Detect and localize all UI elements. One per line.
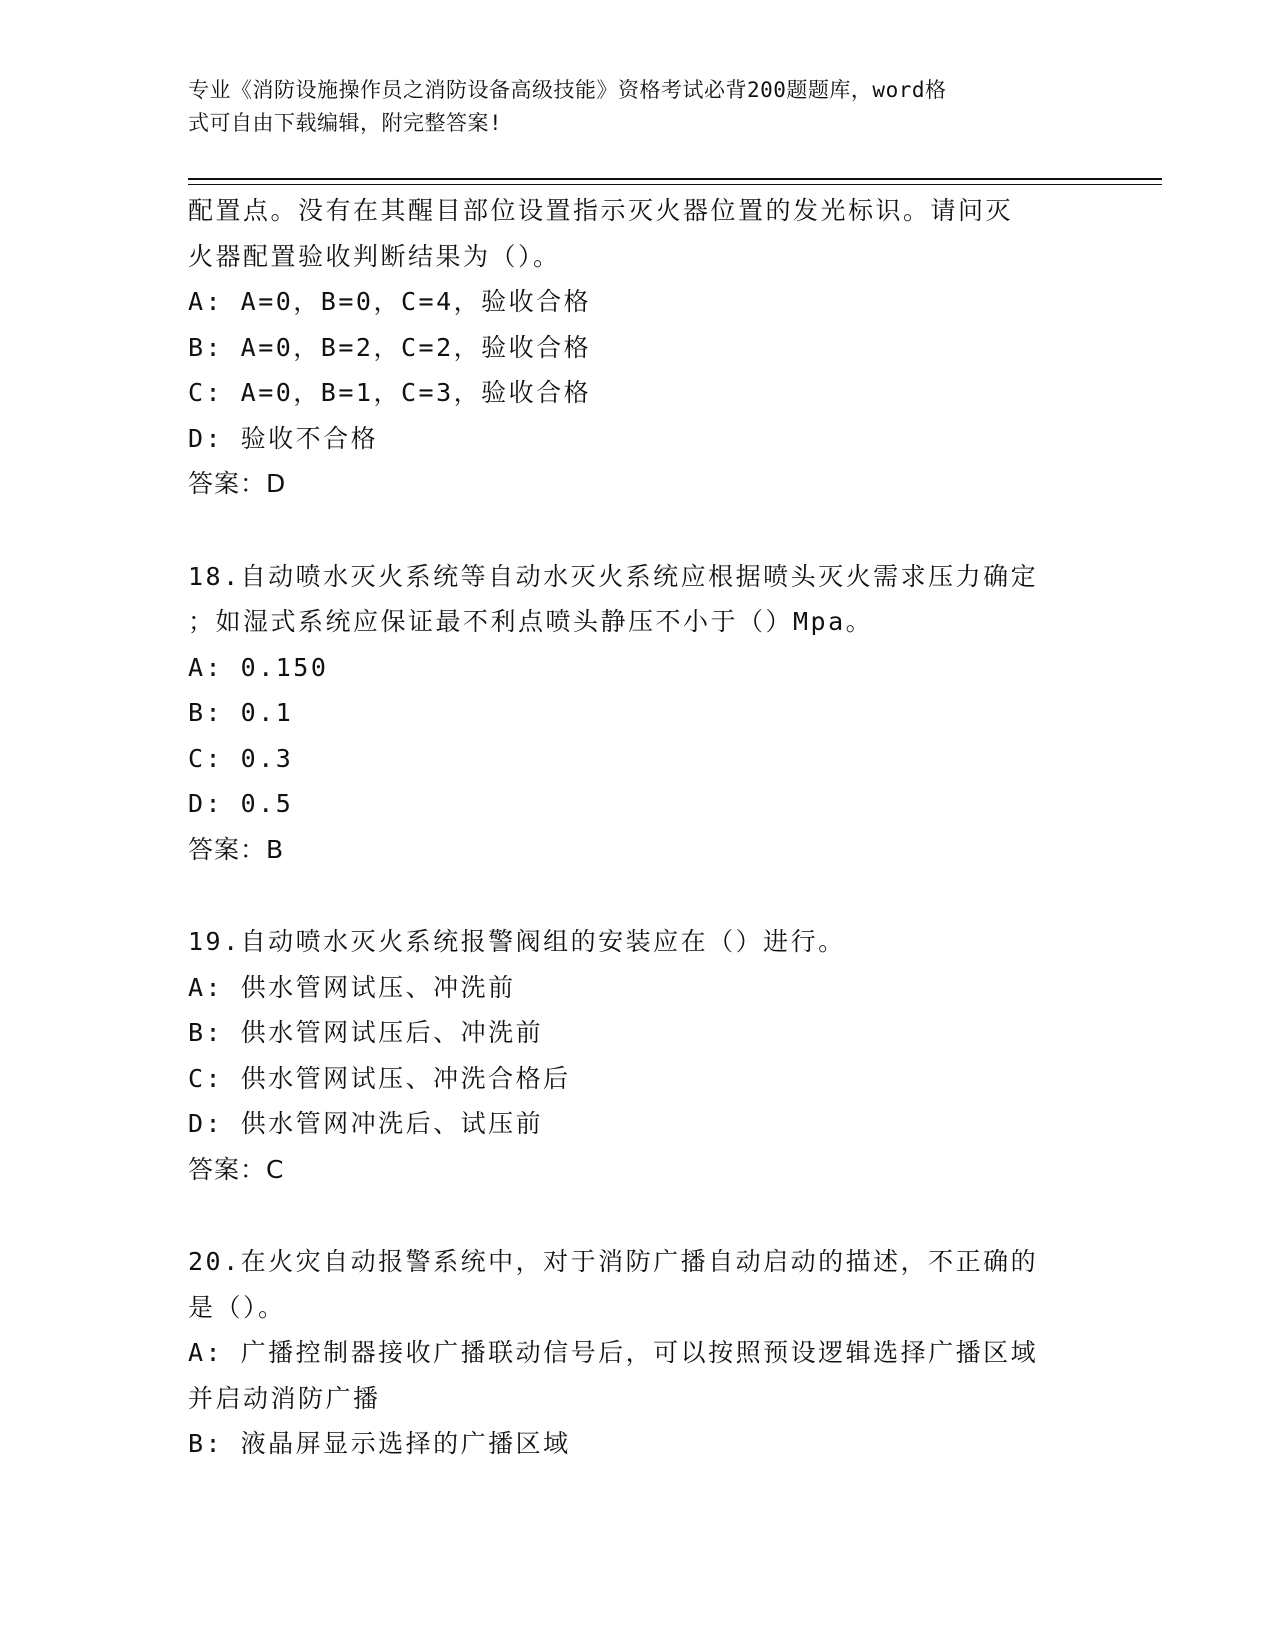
option-a: A: 0.150 [188,652,329,682]
option-b: B: 液晶屏显示选择的广播区域 [188,1429,571,1458]
question-17 [188,188,1088,507]
question-text-line: 配置点。没有在其醒目部位设置指示灭火器位置的发光标识。请问灭 [188,196,1014,225]
question-20 [188,1239,1088,1467]
header-divider-thick [188,178,1162,180]
header-divider-thin [188,184,1162,185]
option-c: C: A=0，B=1，C=3，验收合格 [188,378,592,407]
option-b: B: A=0，B=2，C=2，验收合格 [188,332,592,362]
document-header [188,74,1068,140]
question-text-line: 19.自动喷水灭火系统报警阀组的安装应在（）进行。 [188,927,846,956]
answer-label: 答案：C [188,1154,285,1184]
option-c: C: 供水管网试压、冲洗合格后 [188,1063,571,1093]
question-text-line: 火器配置验收判断结果为（）。 [188,241,561,271]
option-d: D: 0.5 [188,789,294,818]
question-18 [188,554,1088,873]
question-text-line: 是（）。 [188,1292,286,1322]
option-d: D: 验收不合格 [188,423,379,453]
option-d: D: 供水管网冲洗后、试压前 [188,1109,544,1138]
header-line-1: 专业《消防设施操作员之消防设备高级技能》资格考试必背200题题库，word格 [188,78,947,102]
option-a: A: A=0，B=0，C=4，验收合格 [188,287,592,316]
question-text-line: 18.自动喷水灭火系统等自动水灭火系统应根据喷头灭火需求压力确定 [188,561,1039,591]
option-a: A: 供水管网试压、冲洗前 [188,972,516,1002]
question-text-line: 20.在火灾自动报警系统中，对于消防广播自动启动的描述，不正确的 [188,1247,1039,1276]
header-line-2: 式可自由下载编辑，附完整答案! [188,111,503,135]
question-19 [188,919,1088,1192]
option-a-continued: 并启动消防广播 [188,1383,381,1413]
option-a: A: 广播控制器接收广播联动信号后，可以按照预设逻辑选择广播区域 [188,1338,1039,1367]
document-body [188,188,1088,1467]
option-c: C: 0.3 [188,743,294,773]
option-b: B: 0.1 [188,698,294,727]
option-b: B: 供水管网试压后、冲洗前 [188,1018,544,1047]
question-text-line: ；如湿式系统应保证最不利点喷头静压不小于（）Mpa。 [188,607,874,636]
answer-label: 答案：D [188,469,287,498]
answer-label: 答案：B [188,834,285,864]
